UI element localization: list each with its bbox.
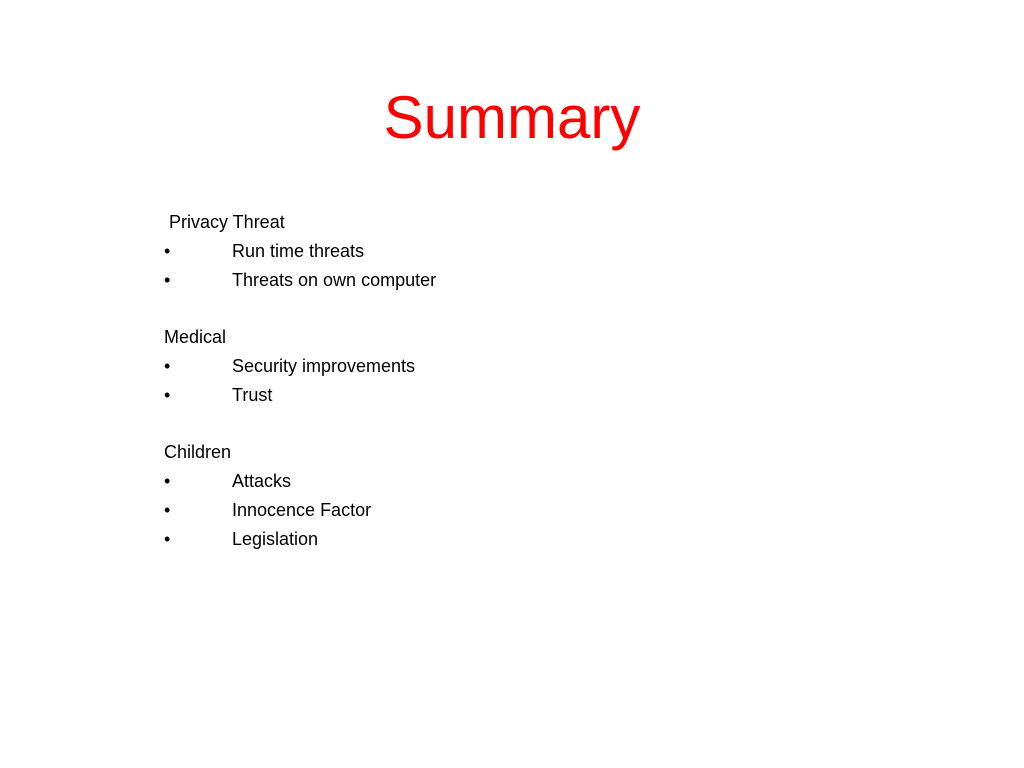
list-item (164, 467, 784, 496)
bullet-icon: • (164, 384, 171, 405)
bullet-list (164, 237, 784, 295)
bullet-icon: • (164, 499, 171, 520)
list-item-text: Legislation (232, 528, 319, 549)
list-item-text: Innocence Factor (232, 499, 372, 520)
section-medical (164, 323, 784, 409)
list-item-text: Trust (232, 384, 273, 405)
list-item (164, 381, 784, 410)
bullet-icon: • (164, 269, 171, 290)
bullet-icon: • (164, 240, 171, 261)
bullet-icon: • (164, 471, 171, 492)
section-children (164, 438, 784, 553)
bullet-list (164, 352, 784, 410)
section-privacy-threat (164, 208, 784, 294)
section-heading: Children (164, 442, 232, 463)
list-item (164, 525, 784, 554)
bullet-icon: • (164, 528, 171, 549)
list-item-text: Attacks (232, 471, 292, 492)
list-item (164, 496, 784, 525)
list-item (164, 266, 784, 295)
section-heading: Privacy Threat (164, 212, 285, 232)
slide-content (164, 208, 784, 554)
section-heading: Medical (164, 327, 227, 348)
list-item-text: Run time threats (232, 240, 365, 261)
list-item (164, 352, 784, 381)
bullet-list (164, 467, 784, 553)
bullet-icon: • (164, 355, 171, 376)
list-item-text: Security improvements (232, 355, 416, 376)
list-item (164, 237, 784, 266)
slide-title: Summary (383, 84, 641, 151)
list-item-text: Threats on own computer (232, 269, 437, 290)
